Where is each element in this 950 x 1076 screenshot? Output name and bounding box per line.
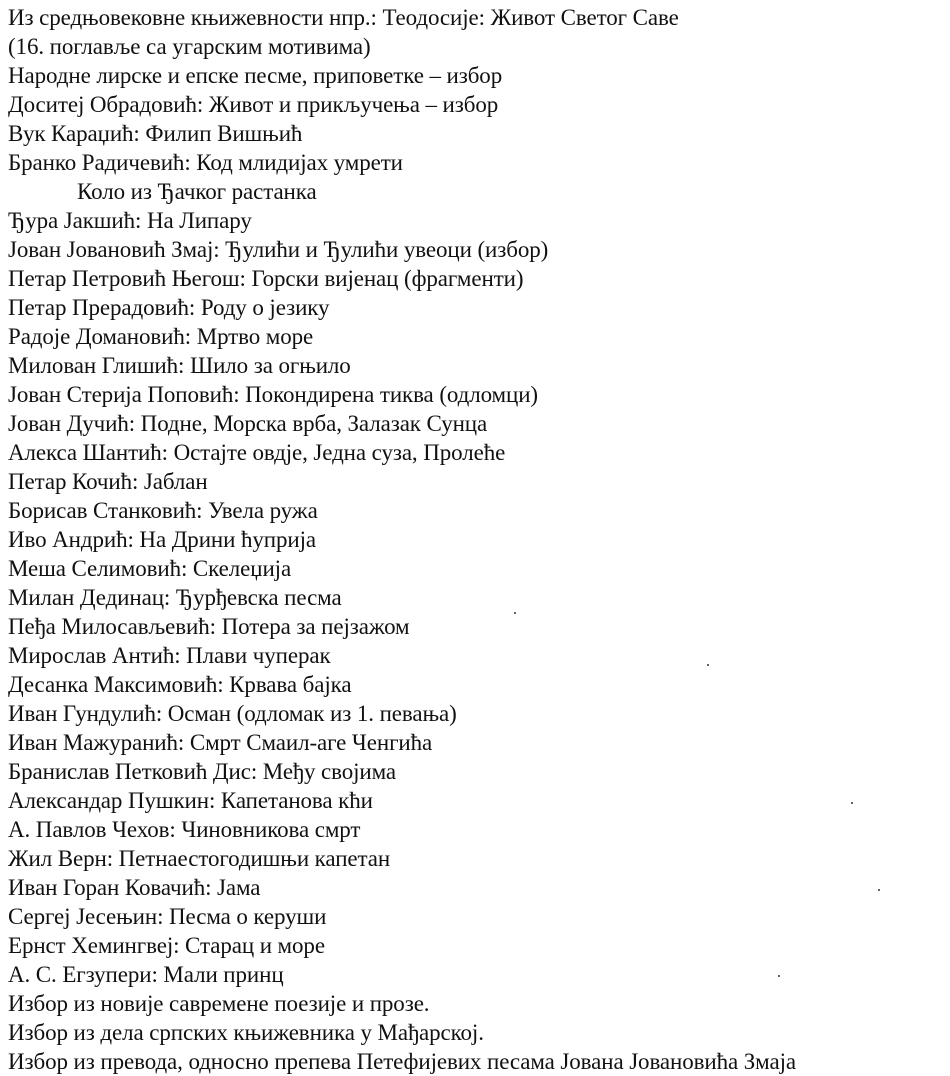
list-line: Народне лирске и епске песме, приповетке – избор (8, 63, 503, 88)
list-line: Избор из превода, односно препева Петефијевих песама Јована Јовановића Змаја (8, 1049, 796, 1074)
list-line: Иво Андрић: На Дрини ћуприја (8, 527, 316, 552)
list-line: Пеђа Милосављевић: Потера за пејзажом (8, 614, 410, 639)
list-line: Из средњовековне књижевности нпр.: Теодосије: Живот Светог Саве (8, 5, 679, 30)
list-line: А. Павлов Чехов: Чиновникова смрт (8, 817, 361, 842)
scan-speck (778, 975, 780, 977)
scan-speck (878, 889, 880, 891)
list-line: Вук Караџић: Филип Вишњић (8, 121, 303, 146)
scan-speck (514, 612, 516, 614)
list-line: Бранислав Петковић Дис: Међу својима (8, 759, 397, 784)
list-line: Сергеј Јесењин: Песма о керуши (8, 904, 327, 929)
list-line: Јован Јовановић Змај: Ђулићи и Ђулићи увеоци (избор) (8, 237, 549, 262)
list-line: Петар Прерадовић: Роду о језику (8, 295, 330, 320)
scan-speck (851, 802, 853, 804)
list-line: Алекса Шантић: Остајте овдје, Једна суза, Пролеће (8, 440, 506, 465)
list-line: Петар Кочић: Јаблан (8, 469, 208, 494)
list-line: Иван Гундулић: Осман (одломак из 1. певања) (8, 701, 457, 726)
list-line: А. С. Егзупери: Мали принц (8, 962, 284, 987)
list-line: Иван Горан Ковачић: Јама (8, 875, 261, 900)
list-line: Мирослав Антић: Плави чуперак (8, 643, 331, 668)
list-line: Јован Дучић: Подне, Морска врба, Залазак Сунца (8, 411, 488, 436)
list-line: Десанка Максимовић: Крвава бајка (8, 672, 352, 697)
list-line: Александар Пушкин: Капетанова кћи (8, 788, 373, 813)
list-line: Милан Дединац: Ђурђевска песма (8, 585, 342, 610)
list-line: Жил Верн: Петнаестогодишњи капетан (8, 846, 391, 871)
list-line: Радоје Домановић: Мртво море (8, 324, 314, 349)
list-line: (16. поглавље са угарским мотивима) (8, 34, 371, 59)
list-line: Бранко Радичевић: Код млидијах умрети (8, 150, 403, 175)
list-line: Избор из дела српских књижевника у Мађарској. (8, 1020, 484, 1045)
list-line: Петар Петровић Његош: Горски вијенац (фрагменти) (8, 266, 524, 291)
list-line: Избор из новије савремене поезије и прозе. (8, 991, 430, 1016)
list-line: Доситеј Обрадовић: Живот и прикључења – избор (8, 92, 499, 117)
list-line: Ернст Хемингвеј: Старац и море (8, 933, 325, 958)
list-line: Јован Стерија Поповић: Покондирена тиква (одломци) (8, 382, 538, 407)
scan-speck (707, 664, 709, 666)
list-line: Ђура Јакшић: На Липару (8, 208, 252, 233)
list-line: Иван Мажуранић: Смрт Смаил-аге Ченгића (8, 730, 433, 755)
reading-list (8, 3, 948, 1076)
list-line: Борисав Станковић: Увела ружа (8, 498, 318, 523)
list-line: Меша Селимовић: Скелеџија (8, 556, 292, 581)
list-line-indented: Коло из Ђачког растанка (77, 179, 317, 204)
list-line: Милован Глишић: Шило за огњило (8, 353, 351, 378)
